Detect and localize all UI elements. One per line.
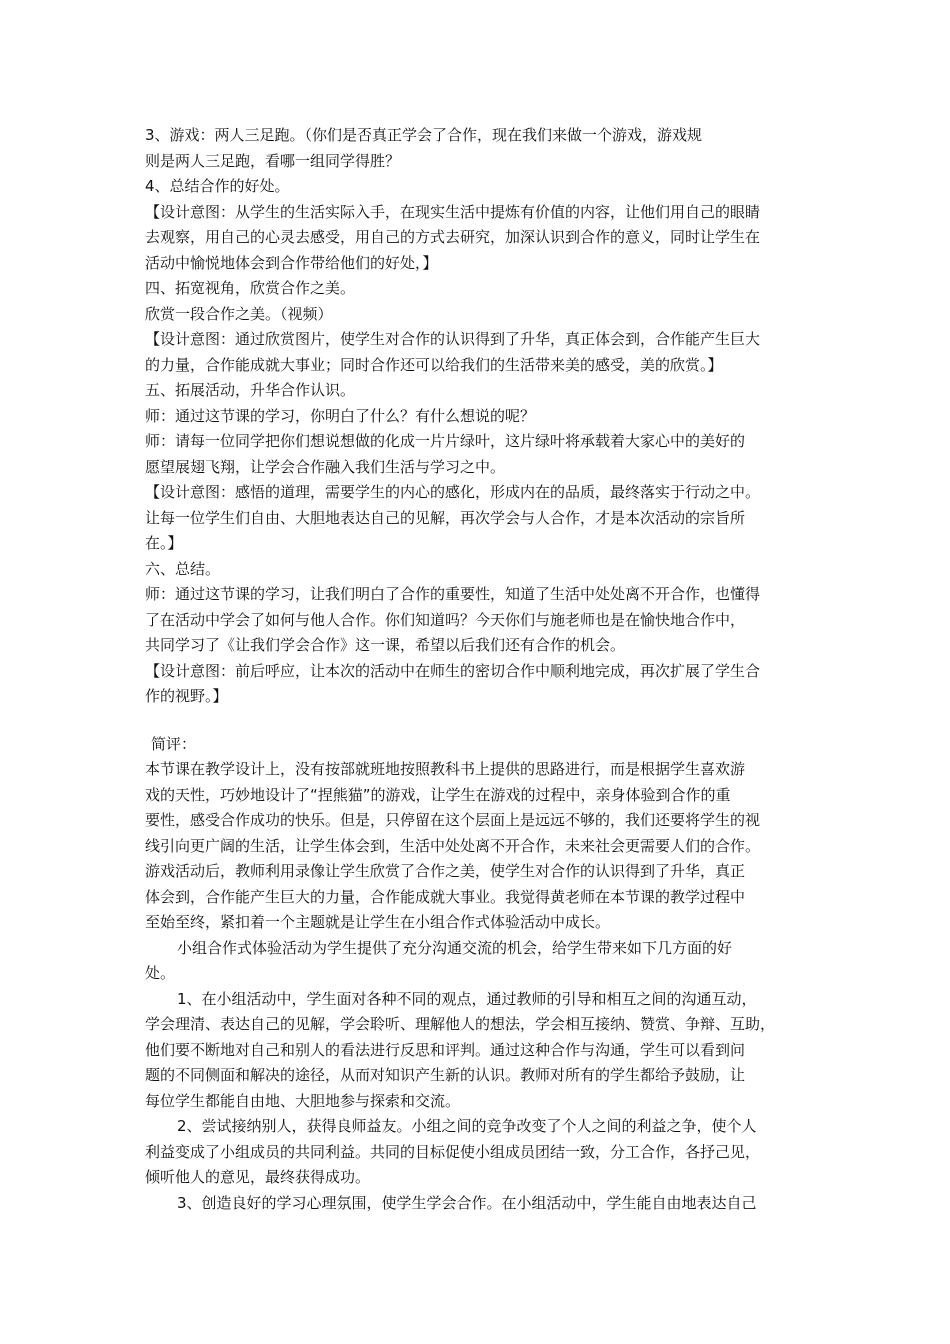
design-intent-line: 去观察，用自己的心灵去感受，用自己的方式去研究，加深认识到合作的意义，同时让学生在 [145, 228, 761, 246]
text-line: 师：通过这节课的学习，让我们明白了合作的重要性，知道了生活中处处离不开合作，也懂得 [145, 585, 761, 603]
point-1-line: 他们要不断地对自己和别人的看法进行反思和评判。通过这种合作与沟通，学生可以看到问 [145, 1040, 746, 1059]
point-2-line: 倾听他人的意见，最终获得成功。 [145, 1168, 371, 1186]
review-line: 戏的天性，巧妙地设计了“捏熊猫”的游戏，让学生在游戏的过程中，亲身体验到合作的重 [145, 785, 731, 804]
section-heading: 四、拓宽视角，欣赏合作之美。 [145, 279, 356, 297]
design-intent-line: 作的视野。】 [145, 687, 228, 705]
text-line: 师：通过这节课的学习，你明白了什么？有什么想说的呢？ [145, 406, 536, 425]
paragraph-gap [145, 710, 810, 732]
section-heading: 五、拓展活动，升华合作认识。 [145, 381, 356, 399]
design-intent-line: 【设计意图：前后呼应，让本次的活动中在师生的密切合作中顺利地完成，再次扩展了学生合 [145, 661, 761, 680]
review-line: 至始至终，紧扣着一个主题就是让学生在小组合作式体验活动中成长。 [145, 913, 611, 931]
text-line: 欣赏一段合作之美。（视频） [145, 304, 333, 323]
review-paragraph-line: 小组合作式体验活动为学生提供了充分沟通交流的机会，给学生带来如下几方面的好 [177, 938, 733, 957]
text-line: 3、游戏：两人三足跑。（你们是否真正学会了合作，现在我们来做一个游戏，游戏规 [145, 126, 703, 144]
point-2-line: 利益变成了小组成员的共同利益。共同的目标促使小组成员团结一致，分工合作，各抒己见， [145, 1142, 761, 1161]
review-line: 要性，感受合作成功的快乐。但是，只停留在这个层面上是远远不够的，我们还要将学生的视 [145, 811, 761, 829]
design-intent-line: 【设计意图：感悟的道理，需要学生的内心的感化，形成内在的品质，最终落实于行动之中。 [145, 483, 761, 501]
point-1-line: 题的不同侧面和解决的途径，从而对知识产生新的认识。教师对所有的学生都给予鼓励，让 [145, 1066, 746, 1084]
design-intent-line: 让每一位学生们自由、大胆地表达自己的见解，再次学会与人合作，才是本次活动的宗旨所 [145, 508, 746, 527]
review-section [145, 732, 810, 1217]
design-intent-line: 【设计意图：从学生的生活实际入手，在现实生活中提炼有价值的内容，让他们用自己的眼睛 [145, 202, 761, 221]
point-2-line: 2、尝试接纳别人，获得良师益友。小组之间的竞争改变了个人之间的利益之争，使个人 [177, 1117, 757, 1135]
review-line: 体会到，合作能产生巨大的力量，合作能成就大事业。我觉得黄老师在本节课的教学过程中 [145, 887, 746, 906]
text-line: 愿望展翅飞翔，让学会合作融入我们生活与学习之中。 [145, 457, 506, 476]
review-heading: 简评： [151, 734, 197, 753]
review-line: 线引向更广阔的生活，让学生体会到，生活中处处离不开合作，未来社会更需要人们的合作。 [145, 836, 761, 855]
text-line: 了在活动中学会了如何与他人合作。你们知道吗？今天你们与施老师也是在愉快地合作中， [145, 610, 746, 629]
text-line: 4、总结合作的好处。 [145, 177, 290, 195]
text-line: 共同学习了《让我们学会合作》这一课，希望以后我们还有合作的机会。 [145, 636, 626, 654]
section-heading: 六、总结。 [145, 559, 221, 578]
point-1-line: 每位学生都能自由地、大胆地参与探索和交流。 [145, 1091, 461, 1110]
review-line: 本节课在教学设计上，没有按部就班地按照教科书上提供的思路进行，而是根据学生喜欢游 [145, 760, 746, 778]
point-1-line: 1、在小组活动中，学生面对各种不同的观点，通过教师的引导和相互之间的沟通互动， [177, 989, 757, 1008]
point-1-line: 学会理清、表达自己的见解，学会聆听、理解他人的想法，学会相互接纳、赞赏、争辩、互助， [145, 1015, 776, 1033]
text-line: 则是两人三足跑，看哪一组同学得胜？ [145, 151, 401, 170]
review-paragraph-line: 处。 [145, 964, 176, 982]
text-line: 师：请每一位同学把你们想说想做的化成一片片绿叶，这片绿叶将承载着大家心中的美好的 [145, 432, 746, 450]
lesson-section [145, 123, 810, 710]
point-3-line: 3、创造良好的学习心理氛围，使学生学会合作。在小组活动中，学生能自由地表达自己 [177, 1193, 757, 1212]
document-page [145, 123, 810, 1216]
review-line: 游戏活动后，教师利用录像让学生欣赏了合作之美，使学生对合作的认识得到了升华，真正 [145, 862, 746, 880]
design-intent-line: 【设计意图：通过欣赏图片，使学生对合作的认识得到了升华，真正体会到，合作能产生巨大 [145, 330, 761, 348]
design-intent-line: 在。】 [145, 534, 183, 552]
design-intent-line: 的力量，合作能成就大事业；同时合作还可以给我们的生活带来美的感受，美的欣赏。】 [145, 355, 723, 374]
design-intent-line: 活动中愉悦地体会到合作带给他们的好处，】 [145, 253, 438, 272]
